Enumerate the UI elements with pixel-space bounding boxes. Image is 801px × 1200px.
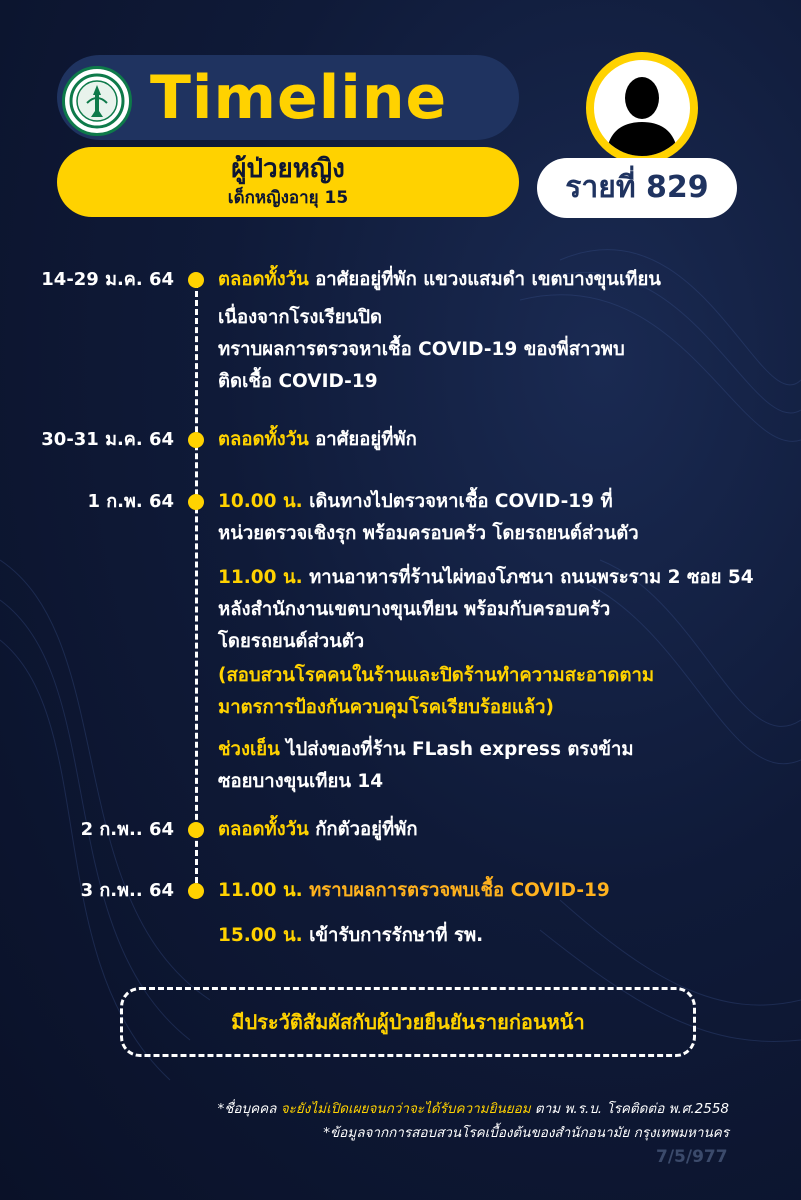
footnote-source: *ข้อมูลจากการสอบสวนโรคเบื้องต้นของสำนักอนามัย กรุงเทพมหานคร <box>323 1125 729 1141</box>
event-time-highlight: มาตรการป้องกันควบคุมโรคเรียบร้อยแล้ว) <box>218 697 554 718</box>
event-text: อาศัยอยู่ที่พัก แขวงแสมดำ เขตบางขุนเทียน <box>308 269 661 290</box>
timeline-event-line <box>218 428 417 452</box>
bangkok-city-seal-icon <box>62 66 132 136</box>
event-text: เนื่องจากโรงเรียนปิด <box>218 307 382 328</box>
timeline-event-line <box>218 490 613 514</box>
timeline-event-line <box>218 370 378 394</box>
timeline-event-line <box>218 268 661 292</box>
patient-age: เด็กหญิงอายุ 15 <box>227 188 349 208</box>
timeline-event-line <box>218 598 610 622</box>
timeline-dot <box>188 883 204 899</box>
event-time-highlight: 15.00 น. <box>218 925 303 946</box>
event-time-highlight: 10.00 น. <box>218 491 303 512</box>
timeline-dot <box>188 272 204 288</box>
timeline-date: 3 ก.พ.. 64 <box>80 880 174 901</box>
event-time-highlight: ช่วงเย็น <box>218 739 280 760</box>
timeline-dot <box>188 822 204 838</box>
event-text: หน่วยตรวจเชิงรุก พร้อมครอบครัว โดยรถยนต์ส่วนตัว <box>218 523 639 544</box>
case-number-badge: รายที่ 829 <box>537 158 737 218</box>
event-text: ไปส่งของที่ร้าน FLash express ตรงข้าม <box>279 739 634 760</box>
timeline-event-line <box>218 306 382 330</box>
timeline-event-line <box>218 664 654 688</box>
timeline-date: 2 ก.พ.. 64 <box>80 819 174 840</box>
event-text: เดินทางไปตรวจหาเชื้อ COVID-19 ที่ <box>302 491 613 512</box>
footnote-privacy-prefix: *ชื่อบุคคล <box>217 1101 281 1117</box>
event-text: ทานอาหารที่ร้านไผ่ทองโภชนา ถนนพระราม 2 ซอย 54 <box>302 567 754 588</box>
event-text: หลังสำนักงานเขตบางขุนเทียน พร้อมกับครอบครัว <box>218 599 611 620</box>
document-code: 7/5/977 <box>656 1147 728 1167</box>
timeline-event-line <box>218 522 639 546</box>
event-time-highlight: 11.00 น. <box>218 880 303 901</box>
event-time-highlight: ตลอดทั้งวัน <box>218 269 309 290</box>
timeline-event-line <box>218 879 610 903</box>
patient-type: ผู้ป่วยหญิง <box>231 154 345 184</box>
timeline-event-line <box>218 738 634 762</box>
timeline-date: 14-29 ม.ค. 64 <box>41 269 174 290</box>
timeline-event-line <box>218 818 418 842</box>
event-time-highlight: (สอบสวนโรคคนในร้านและปิดร้านทำความสะอาดตาม <box>218 665 655 686</box>
contact-note: มีประวัติสัมผัสกับผู้ป่วยยืนยันรายก่อนหน้า <box>120 987 696 1057</box>
event-text: อาศัยอยู่ที่พัก <box>308 429 417 450</box>
timeline-event-line <box>218 338 625 362</box>
footnote-privacy <box>218 1100 729 1118</box>
timeline-event-line <box>218 630 364 654</box>
event-time-highlight: ตลอดทั้งวัน <box>218 429 309 450</box>
event-text: เข้ารับการรักษาที่ รพ. <box>302 925 484 946</box>
timeline-date: 1 ก.พ. 64 <box>87 491 174 512</box>
page-title: Timeline <box>150 63 448 133</box>
timeline-dot <box>188 432 204 448</box>
timeline-axis <box>195 282 198 892</box>
event-time-highlight: 11.00 น. <box>218 567 303 588</box>
patient-info-banner <box>57 147 519 217</box>
timeline-dot <box>188 494 204 510</box>
footnote-privacy-suffix: ตาม พ.ร.บ. โรคติดต่อ พ.ศ.2558 <box>530 1101 729 1117</box>
event-text: กักตัวอยู่ที่พัก <box>308 819 418 840</box>
event-text: ซอยบางขุนเทียน 14 <box>218 771 384 792</box>
timeline-event-line <box>218 770 383 794</box>
timeline-date: 30-31 ม.ค. 64 <box>41 429 174 450</box>
person-silhouette-icon <box>586 52 698 164</box>
timeline-event-line <box>218 924 483 948</box>
footnote-privacy-highlight: จะยังไม่เปิดเผยจนกว่าจะได้รับความยินยอม <box>280 1101 531 1117</box>
event-time-highlight: ตลอดทั้งวัน <box>218 819 309 840</box>
timeline-event-line <box>218 696 554 720</box>
event-text: โดยรถยนต์ส่วนตัว <box>218 631 365 652</box>
event-text: ติดเชื้อ COVID-19 <box>218 371 378 392</box>
event-text: ทราบผลการตรวจหาเชื้อ COVID-19 ของพี่สาวพบ <box>218 339 625 360</box>
timeline-event-line <box>218 566 754 590</box>
event-result-highlight: ทราบผลการตรวจพบเชื้อ COVID-19 <box>309 880 610 901</box>
